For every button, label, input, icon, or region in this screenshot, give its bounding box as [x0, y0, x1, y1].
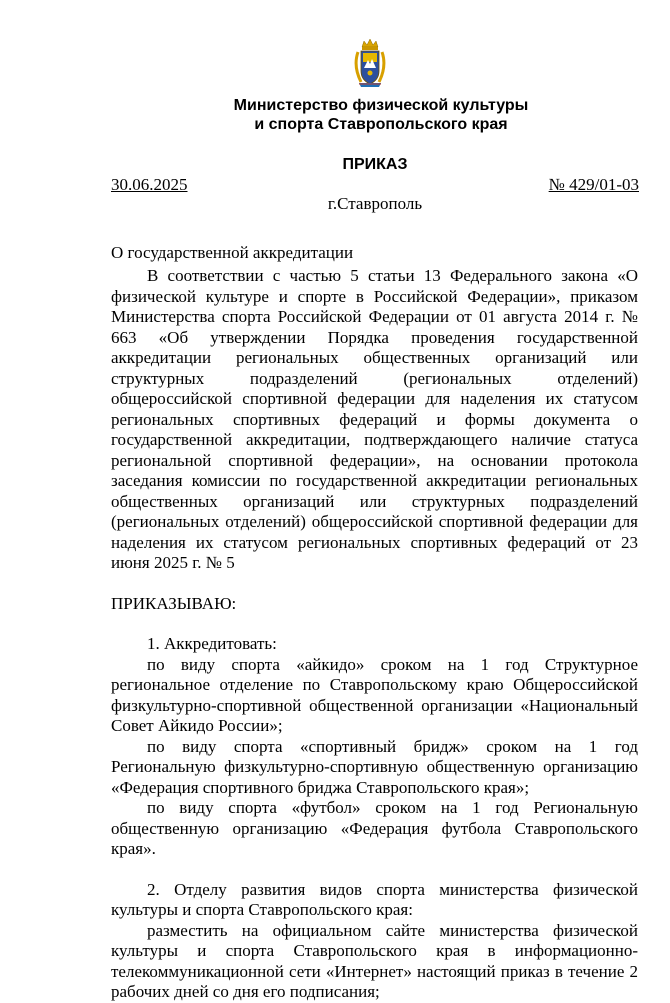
item1-sub-football: по виду спорта «футбол» сроком на 1 год Региональную общественную организацию «Федерация футбола Ставропольского края».	[111, 798, 638, 858]
order-subject: О государственной аккредитации	[111, 243, 354, 262]
preamble-paragraph: В соответствии с частью 5 статьи 13 Федерального закона «О физической культуре и спорте в Российской Федерации», приказом Министерства спорта Российской Федерации от 01 августа 2014 г. № 663 «Об утверждении Порядка проведения государственной аккредитации региональных общественных организаций или структурных подразделений (региональных отделений) общероссийской спортивной федерации для наделения их статусом региональных спортивных федераций и формы документа о государственной аккредитации, подтверждающего наличие статуса региональной спортивной федерации», на основании протокола заседания комиссии по государственной аккредитации региональных общественных организаций или структурных подразделений (региональных отделений) общероссийской спортивной федерации для наделения их статусом региональных спортивных федераций от 23 июня 2025 г. № 5	[111, 266, 638, 572]
order-body	[111, 266, 638, 1003]
item2-title: 2. Отделу развития видов спорта министерства физической культуры и спорта Ставропольского края:	[111, 879, 638, 919]
order-word: ПРИКАЗЫВАЮ:	[111, 593, 237, 613]
order-title: ПРИКАЗ	[342, 156, 408, 173]
order-number: № 429/01-03	[548, 175, 639, 194]
item1-title: 1. Аккредитовать:	[147, 634, 277, 653]
ministry-name	[0, 96, 670, 134]
item1-sub-aikido: по виду спорта «айкидо» сроком на 1 год Структурное региональное отделение по Ставропольскому краю Общероссийской физкультурно-спортивной общественной организации «Национальный Совет Айкидо России»;	[111, 654, 638, 735]
order-date: 30.06.2025	[111, 175, 188, 194]
order-city: г.Ставрополь	[327, 194, 423, 213]
ministry-name-line1: Министерство физической культуры	[233, 97, 529, 114]
item1-sub-bridge: по виду спорта «спортивный бридж» сроком на 1 год Региональную физкультурно-спортивную общественную организацию «Федерация спортивного бриджа Ставропольского края»;	[111, 736, 638, 797]
stavropol-coat-of-arms-icon	[352, 38, 388, 88]
item2-sub-publish: разместить на официальном сайте министерства физической культуры и спорта Ставропольского края в информационно-телекоммуникационной сети «Интернет» настоящий приказ в течение 2 рабочих дней со дня его подписания;	[111, 920, 638, 1001]
ministry-name-line2: и спорта Ставропольского края	[254, 116, 508, 133]
